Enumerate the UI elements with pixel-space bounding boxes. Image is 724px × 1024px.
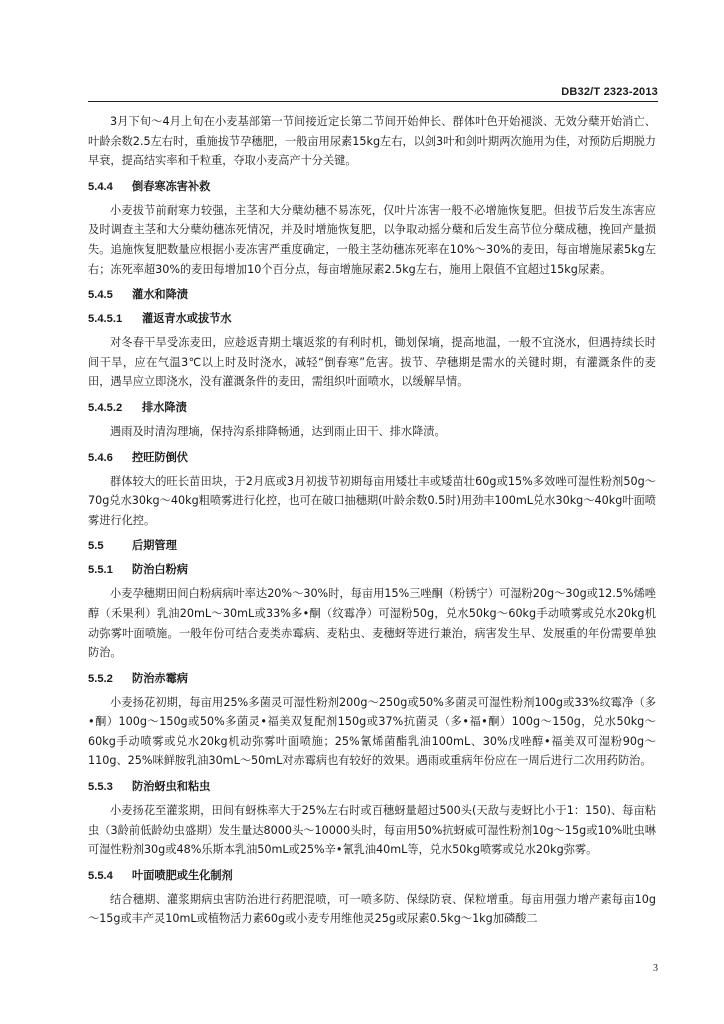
section-5-4-5-1-heading (88, 311, 656, 327)
section-title: 防治赤霉病 (132, 671, 188, 685)
section-number: 5.5.2 (88, 672, 113, 685)
section-5-4-5-2-paragraph: 遇雨及时清沟理墒，保持沟系排降畅通，达到雨止田干、排水降渍。 (110, 424, 446, 438)
section-5-4-6-paragraph: 群体较大的旺长苗田块，于2月底或3月初拔节初期每亩用矮壮丰或矮苗壮60g或15%多效唑可湿性粉剂50g～70g兑水30kg～40kg粗喷雾进行化控，也可在破口抽穗期(叶龄余数0.5时)用劲丰100mL兑水30kg～40kg叶面喷雾进行化控。 (88, 474, 656, 527)
section-number: 5.4.5.1 (88, 313, 123, 326)
section-number: 5.4.5 (88, 289, 113, 302)
section-title: 灌返青水或拔节水 (142, 312, 232, 326)
section-number: 5.4.5.2 (88, 401, 123, 414)
section-title: 倒春寒冻害补救 (132, 179, 211, 193)
section-number: 5.5.4 (88, 869, 113, 882)
section-5-5-4-heading (88, 868, 656, 884)
section-title: 防治白粉病 (132, 563, 188, 577)
standard-code: DB32/T 2323-2013 (561, 86, 658, 98)
section-title: 排水降渍 (142, 400, 187, 414)
section-5-5-3-paragraph: 小麦扬花至灌浆期，田间有蚜株率大于25%左右时或百穗蚜量超过500头(天敌与麦蚜比小于1：150)、每亩粘虫（3龄前低龄幼虫盛期）发生量达8000头～10000头时，每亩用50%抗蚜威可湿性粉剂10g～15g或10%吡虫啉可湿性粉剂30g或48%乐斯本乳油50mL或25%辛•氰乳油40mL等，兑水50kg喷雾或兑水20kg弥雾。 (88, 804, 656, 857)
body-content (88, 112, 656, 929)
section-5-5-1-heading (88, 562, 656, 578)
section-5-4-5-heading (88, 287, 656, 303)
section-title: 防治蚜虫和粘虫 (132, 780, 211, 794)
section-title: 控旺防倒伏 (132, 450, 188, 464)
section-5-5-2-paragraph: 小麦扬花初期，每亩用25%多菌灵可湿性粉剂200g～250g或50%多菌灵可湿性粉剂100g或33%纹霉净（多•酮）100g～150g或50%多菌灵•福美双复配剂150g或37%抗菌灵（多•福•酮）100g～150g，兑水50kg～60kg手动喷雾或兑水20kg机动弥雾叶面喷施；25%氰烯菌酯乳油100mL、30%戊唑醇•福美双可湿粉90g～110g、25%咪鲜胺乳油30mL～50mL对赤霉病也有较好的效果。遇雨或重病年份应在一周后进行二次用药防治。 (88, 695, 656, 768)
intro-paragraph: 3月下旬～4月上旬在小麦基部第一节间接近定长第二节间开始伸长、群体叶色开始褪淡、无效分蘖开始消亡、叶龄余数2.5左右时，重施拔节孕穗肥，一般亩用尿素15kg左右，以剑3叶和剑叶期两次施用为佳，对预防后期脱力早衰，提高结实率和千粒重，夺取小麦高产十分关键。 (88, 115, 656, 168)
section-5-5-heading (88, 538, 656, 554)
section-5-4-4-paragraph: 小麦拔节前耐寒力较强，主茎和大分蘖幼穗不易冻死，仅叶片冻害一般不必增施恢复肥。但拔节后发生冻害应及时调查主茎和大分蘖幼穗冻死情况，并及时增施恢复肥，以争取动摇分蘖和后发生高节位分蘖成穗，挽回产量损失。追施恢复肥数量应根据小麦冻害严重度确定，一般主茎幼穗冻死率在10%～30%的麦田，每亩增施尿素5kg左右；冻死率超30%的麦田每增加10个百分点，每亩增施尿素2.5kg左右，施用上限值不宜超过15kg尿素。 (88, 203, 656, 276)
section-5-5-2-heading (88, 671, 656, 687)
section-title: 后期管理 (132, 539, 177, 553)
page-number: 3 (653, 963, 658, 974)
section-5-5-3-heading (88, 779, 656, 795)
section-number: 5.5.1 (88, 564, 113, 577)
header-rule (88, 101, 658, 102)
section-5-5-4-paragraph: 结合穗期、灌浆期病虫害防治进行药肥混喷，可一喷多防、保绿防衰、保粒增重。每亩用强力增产素每亩10g～15g或丰产灵10mL或植物活力素60g或小麦专用维他灵25g或尿素0.5kg～1kg加磷酸二 (88, 892, 656, 926)
section-number: 5.4.6 (88, 451, 113, 464)
section-title: 灌水和降渍 (132, 288, 188, 302)
section-5-4-5-2-heading (88, 400, 656, 416)
section-5-4-5-1-paragraph: 对冬春干旱受冻麦田，应趁返青期土壤返浆的有利时机，锄划保墒，提高地温，一般不宜浇水，但遇持续长时间干旱，应在气温3℃以上时及时浇水，减轻“倒春寒”危害。拔节、孕穗期是需水的关键时期，有灌溉条件的麦田，遇旱应立即浇水，没有灌溉条件的麦田，需组织叶面喷水，以缓解旱情。 (88, 336, 656, 389)
section-number: 5.5 (88, 540, 104, 553)
section-number: 5.4.4 (88, 180, 113, 193)
section-5-5-1-paragraph: 小麦孕穗期田间白粉病病叶率达20%～30%时，每亩用15%三唑酮（粉锈宁）可湿粉20g～30g或12.5%烯唑醇（禾果利）乳油20mL～30mL或33%多•酮（纹霉净）可湿粉50g，兑水50kg～60kg手动喷雾或兑水20kg机动弥雾叶面喷施。一般年份可结合麦类赤霉病、麦粘虫、麦穗蚜等进行兼治，病害发生早、发展重的年份需要单独防治。 (88, 587, 656, 660)
section-number: 5.5.3 (88, 781, 113, 794)
section-5-4-6-heading (88, 450, 656, 466)
section-5-4-4-heading (88, 179, 656, 195)
section-title: 叶面喷肥或生化制剂 (132, 868, 233, 882)
